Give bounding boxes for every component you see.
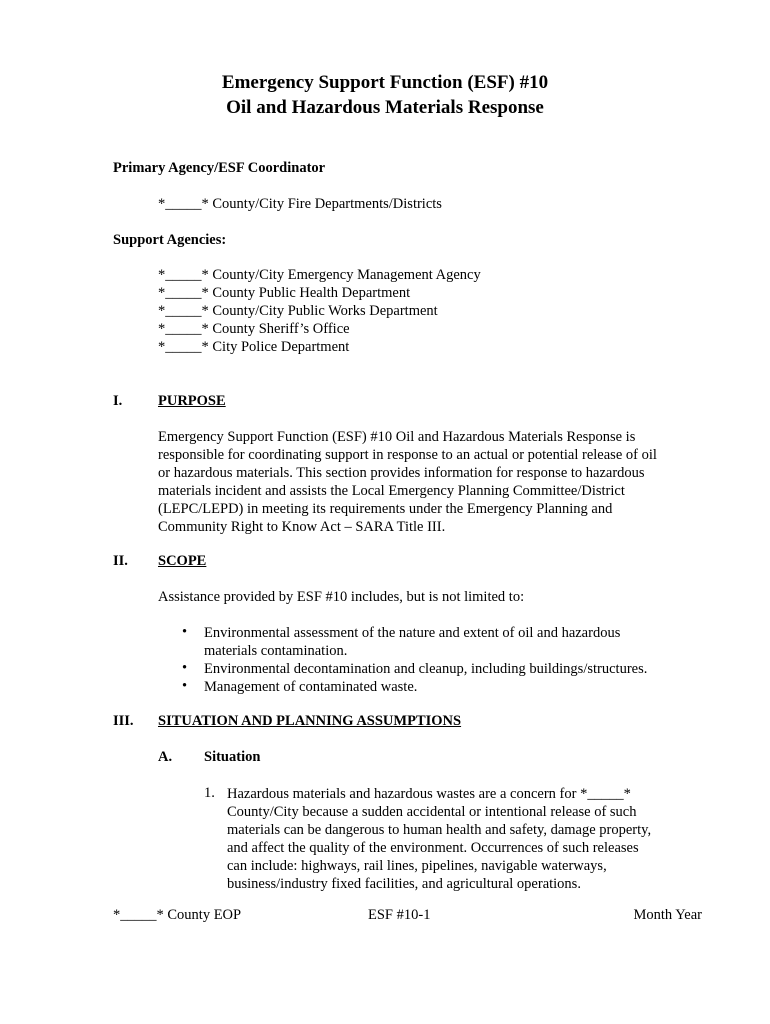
support-agency-item: *_____* County Public Health Department [158, 285, 411, 301]
situation-text-line: can include: highways, rail lines, pipelines, navigable waterways, [227, 858, 607, 874]
support-agency-item: *_____* County/City Public Works Department [158, 303, 438, 319]
list-item-number: 1. [204, 785, 215, 801]
scope-bullet-text: Environmental decontamination and cleanup, including buildings/structures. [204, 661, 648, 677]
footer-right: Month Year [633, 907, 702, 923]
footer-left: *_____* County EOP [113, 907, 242, 923]
subsection-heading: Situation [204, 749, 261, 765]
bullet-icon: • [182, 624, 188, 640]
primary-agency-heading: Primary Agency/ESF Coordinator [113, 160, 326, 176]
support-agency-item: *_____* County/City Emergency Management Agency [158, 267, 481, 283]
support-agency-item: *_____* County Sheriff’s Office [158, 321, 350, 337]
section-number: I. [113, 393, 123, 409]
situation-text-line: and affect the quality of the environment. Occurrences of such releases [227, 840, 639, 856]
section-heading-purpose: PURPOSE [158, 393, 226, 409]
purpose-text-line: or hazardous materials. This section provides information for response to hazardous [158, 465, 645, 481]
scope-bullet-text: Environmental assessment of the nature and extent of oil and hazardous [204, 625, 621, 641]
footer-page-number: ESF #10-1 [368, 907, 431, 923]
document-title-line2: Oil and Hazardous Materials Response [226, 97, 544, 118]
scope-intro: Assistance provided by ESF #10 includes, but is not limited to: [158, 589, 525, 605]
bullet-icon: • [182, 660, 188, 676]
situation-text-line: Hazardous materials and hazardous wastes are a concern for *_____* [227, 786, 631, 802]
purpose-text-line: materials incident and assists the Local Emergency Planning Committee/District [158, 483, 625, 499]
support-agencies-heading: Support Agencies: [113, 232, 227, 248]
purpose-text-line: responsible for coordinating support in response to an actual or potential release of oil [158, 447, 657, 463]
primary-agency-item: *_____* County/City Fire Departments/Districts [158, 196, 442, 212]
section-number: III. [113, 713, 134, 729]
purpose-text-line: Community Right to Know Act – SARA Title III. [158, 519, 446, 535]
scope-bullet-text: Management of contaminated waste. [204, 679, 418, 695]
support-agency-item: *_____* City Police Department [158, 339, 350, 355]
bullet-icon: • [182, 678, 188, 694]
section-heading-situation: SITUATION AND PLANNING ASSUMPTIONS [158, 713, 462, 729]
situation-text-line: County/City because a sudden accidental or intentional release of such [227, 804, 637, 820]
purpose-text-line: (LEPC/LEPD) in meeting its requirements under the Emergency Planning and [158, 501, 613, 517]
purpose-text-line: Emergency Support Function (ESF) #10 Oil and Hazardous Materials Response is [158, 429, 636, 445]
section-heading-scope: SCOPE [158, 553, 207, 569]
situation-text-line: materials can be dangerous to human health and safety, damage property, [227, 822, 652, 838]
situation-text-line: business/industry fixed facilities, and agricultural operations. [227, 876, 581, 892]
section-number: II. [113, 553, 128, 569]
subsection-letter: A. [158, 749, 173, 765]
document-title-line1: Emergency Support Function (ESF) #10 [221, 72, 549, 93]
scope-bullet-text: materials contamination. [204, 643, 348, 659]
